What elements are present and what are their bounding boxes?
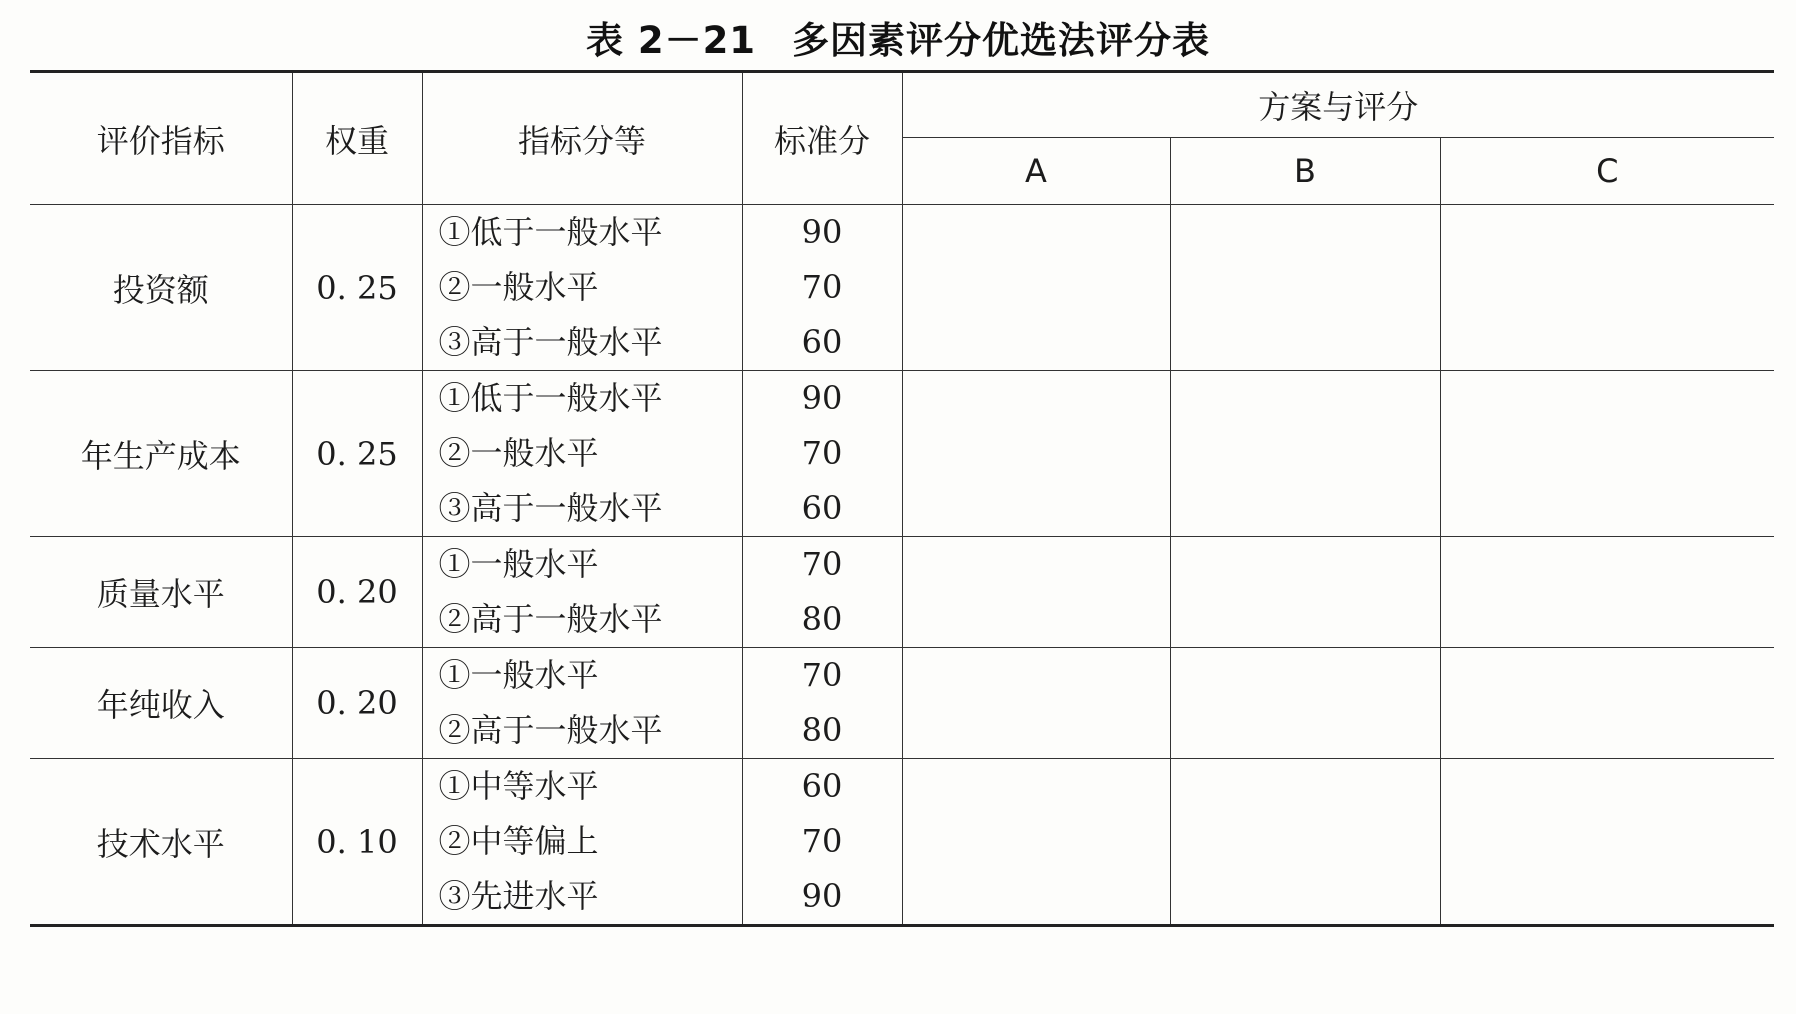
grade-item: ①一般水平 <box>438 545 599 583</box>
grade-cell <box>422 537 742 648</box>
grade-item: ③高于一般水平 <box>438 489 663 527</box>
plan-a-score-cell <box>902 648 1170 759</box>
header-weight: 权重 <box>292 72 422 205</box>
indicator-cell: 质量水平 <box>30 537 292 648</box>
standard-score: 60 <box>801 323 843 361</box>
standard-score: 70 <box>801 434 843 472</box>
plan-b-score-cell <box>1170 759 1440 926</box>
grade-item: ②高于一般水平 <box>438 600 663 638</box>
plan-c-score-cell <box>1440 205 1774 371</box>
plan-c-score-cell <box>1440 371 1774 537</box>
grade-item: ①低于一般水平 <box>438 379 663 417</box>
grade-item: ①中等水平 <box>438 767 599 805</box>
table-header <box>30 72 1774 205</box>
standard-score: 70 <box>801 822 843 860</box>
table-caption <box>0 10 1796 64</box>
standard-score-cell <box>742 648 902 759</box>
weight-cell: 0. 10 <box>292 759 422 926</box>
header-plan-c: C <box>1440 138 1774 205</box>
grade-item: ②中等偏上 <box>438 822 599 860</box>
standard-score-cell <box>742 205 902 371</box>
table-row <box>30 648 1774 759</box>
weight-cell: 0. 25 <box>292 205 422 371</box>
grade-item: ③高于一般水平 <box>438 323 663 361</box>
header-plan-b: B <box>1170 138 1440 205</box>
weight-cell: 0. 20 <box>292 537 422 648</box>
plan-b-score-cell <box>1170 537 1440 648</box>
standard-score: 80 <box>801 711 843 749</box>
weight-cell: 0. 20 <box>292 648 422 759</box>
header-plan-a: A <box>902 138 1170 205</box>
grade-cell <box>422 371 742 537</box>
standard-score: 90 <box>801 379 843 417</box>
plan-a-score-cell <box>902 371 1170 537</box>
standard-score-cell <box>742 759 902 926</box>
table-row <box>30 371 1774 537</box>
weight-cell: 0. 25 <box>292 371 422 537</box>
table-title: 多因素评分优选法评分表 <box>792 19 1211 62</box>
table-number: 表 2－21 <box>585 19 757 62</box>
grade-item: ③先进水平 <box>438 877 599 915</box>
scoring-table <box>30 70 1774 927</box>
indicator-cell: 年纯收入 <box>30 648 292 759</box>
standard-score: 70 <box>801 656 843 694</box>
header-grade: 指标分等 <box>422 72 742 205</box>
indicator-cell: 投资额 <box>30 205 292 371</box>
plan-a-score-cell <box>902 205 1170 371</box>
standard-score-cell <box>742 537 902 648</box>
standard-score-cell <box>742 371 902 537</box>
plan-a-score-cell <box>902 537 1170 648</box>
header-standard-score: 标准分 <box>742 72 902 205</box>
header-plan-group: 方案与评分 <box>902 72 1774 138</box>
standard-score: 70 <box>801 545 843 583</box>
plan-c-score-cell <box>1440 537 1774 648</box>
plan-b-score-cell <box>1170 205 1440 371</box>
indicator-cell: 技术水平 <box>30 759 292 926</box>
grade-cell <box>422 648 742 759</box>
header-indicator: 评价指标 <box>30 72 292 205</box>
plan-b-score-cell <box>1170 371 1440 537</box>
standard-score: 70 <box>801 268 843 306</box>
standard-score: 60 <box>801 489 843 527</box>
grade-item: ①低于一般水平 <box>438 213 663 251</box>
indicator-cell: 年生产成本 <box>30 371 292 537</box>
table-row <box>30 205 1774 371</box>
plan-c-score-cell <box>1440 648 1774 759</box>
grade-cell <box>422 759 742 926</box>
standard-score: 90 <box>801 213 843 251</box>
standard-score: 90 <box>801 877 843 915</box>
grade-item: ①一般水平 <box>438 656 599 694</box>
plan-a-score-cell <box>902 759 1170 926</box>
plan-c-score-cell <box>1440 759 1774 926</box>
standard-score: 80 <box>801 600 843 638</box>
standard-score: 60 <box>801 767 843 805</box>
grade-item: ②一般水平 <box>438 434 599 472</box>
grade-item: ②高于一般水平 <box>438 711 663 749</box>
plan-b-score-cell <box>1170 648 1440 759</box>
grade-cell <box>422 205 742 371</box>
table-row <box>30 537 1774 648</box>
grade-item: ②一般水平 <box>438 268 599 306</box>
table-row <box>30 759 1774 926</box>
table-body <box>30 205 1774 926</box>
